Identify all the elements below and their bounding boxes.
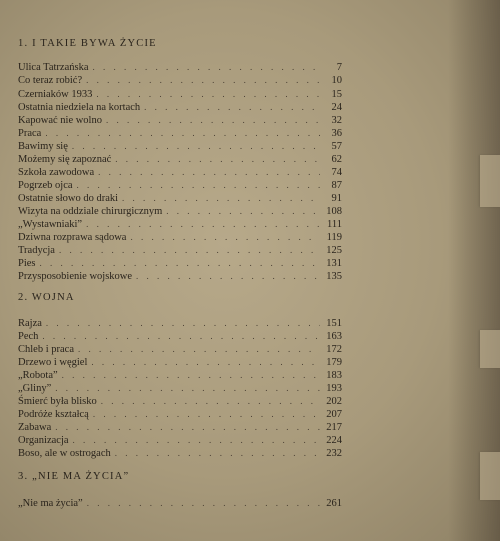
toc-entry bbox=[18, 343, 342, 356]
leader-dots bbox=[91, 356, 320, 369]
page-tab bbox=[480, 452, 500, 500]
toc-entry bbox=[18, 140, 342, 153]
leader-dots bbox=[106, 114, 320, 127]
leader-dots bbox=[136, 270, 320, 283]
entry-page: 111 bbox=[327, 219, 342, 230]
leader-dots bbox=[115, 447, 320, 460]
toc-entry bbox=[18, 74, 342, 87]
entry-page: 24 bbox=[331, 102, 342, 113]
entry-title: Pech bbox=[18, 331, 39, 342]
entry-page: 172 bbox=[326, 344, 342, 355]
entry-title: Kapować nie wolno bbox=[18, 115, 102, 126]
entry-page: 15 bbox=[331, 89, 342, 100]
entry-page: 183 bbox=[326, 370, 342, 381]
entry-title: Rajza bbox=[18, 318, 42, 329]
toc-entry bbox=[18, 395, 342, 408]
entry-page: 179 bbox=[326, 357, 342, 368]
entry-title: Organizacja bbox=[18, 435, 69, 446]
toc-entry bbox=[18, 61, 342, 74]
toc-entry bbox=[18, 330, 342, 343]
entry-page: 74 bbox=[331, 167, 342, 178]
entry-title: Chleb i praca bbox=[18, 344, 74, 355]
entry-title: Co teraz robić? bbox=[18, 75, 83, 86]
toc-entry bbox=[18, 101, 342, 114]
leader-dots bbox=[86, 74, 320, 87]
entry-page: 151 bbox=[326, 318, 342, 329]
entry-page: 202 bbox=[326, 396, 342, 407]
entry-title: Pies bbox=[18, 258, 36, 269]
entry-page: 119 bbox=[326, 232, 342, 243]
entry-page: 261 bbox=[326, 498, 342, 509]
leader-dots bbox=[55, 421, 320, 434]
entry-title: Praca bbox=[18, 128, 42, 139]
leader-dots bbox=[115, 153, 320, 166]
entry-page: 217 bbox=[326, 422, 342, 433]
toc-entry bbox=[18, 231, 342, 244]
leader-dots bbox=[98, 166, 320, 179]
entry-title: „Robota” bbox=[18, 370, 58, 381]
leader-dots bbox=[86, 218, 320, 231]
page-tab bbox=[480, 155, 500, 207]
entry-title: Ostatnia niedziela na kortach bbox=[18, 102, 141, 113]
toc-entry bbox=[18, 257, 342, 270]
toc-entry bbox=[18, 434, 342, 447]
leader-dots bbox=[122, 192, 320, 205]
entry-page: 193 bbox=[326, 383, 342, 394]
toc-entry bbox=[18, 421, 342, 434]
toc-entry bbox=[18, 356, 342, 369]
entry-page: 108 bbox=[326, 206, 342, 217]
entry-title: Przysposobienie wojskowe bbox=[18, 271, 133, 282]
toc-entry bbox=[18, 179, 342, 192]
toc-entry bbox=[18, 114, 342, 127]
leader-dots bbox=[78, 343, 320, 356]
leader-dots bbox=[59, 244, 320, 257]
entry-title: „Nie ma życia” bbox=[18, 498, 83, 509]
entry-page: 135 bbox=[326, 271, 342, 282]
leader-dots bbox=[42, 330, 320, 343]
entry-page: 232 bbox=[326, 448, 342, 459]
leader-dots bbox=[87, 497, 320, 510]
toc-entry bbox=[18, 317, 342, 330]
toc-entry bbox=[18, 244, 342, 257]
leader-dots bbox=[96, 88, 320, 101]
entry-title: Podróże kształcą bbox=[18, 409, 89, 420]
leader-dots bbox=[93, 408, 320, 421]
section-heading: 2. WOJNA bbox=[18, 292, 75, 303]
toc-entry bbox=[18, 218, 342, 231]
entry-title: Pogrzeb ojca bbox=[18, 180, 73, 191]
leader-dots bbox=[40, 257, 320, 270]
entry-page: 62 bbox=[331, 154, 342, 165]
entry-title: Wizyta na oddziale chirurgicznym bbox=[18, 206, 163, 217]
leader-dots bbox=[77, 179, 320, 192]
entry-title: Tradycja bbox=[18, 245, 55, 256]
entry-page: 32 bbox=[331, 115, 342, 126]
leader-dots bbox=[73, 434, 320, 447]
toc-entry bbox=[18, 369, 342, 382]
entry-page: 87 bbox=[331, 180, 342, 191]
toc-entry bbox=[18, 497, 342, 510]
entry-title: Ostatnie słowo do draki bbox=[18, 193, 119, 204]
entry-title: Zabawa bbox=[18, 422, 52, 433]
entry-page: 7 bbox=[336, 62, 342, 73]
entry-title: Ulica Tatrzańska bbox=[18, 62, 89, 73]
section-heading: 3. „NIE MA ŻYCIA” bbox=[18, 471, 130, 482]
entry-page: 36 bbox=[331, 128, 342, 139]
entry-title: Śmierć była blisko bbox=[18, 396, 97, 407]
entry-page: 125 bbox=[326, 245, 342, 256]
entry-title: Bawimy się bbox=[18, 141, 68, 152]
entry-title: Boso, ale w ostrogach bbox=[18, 448, 111, 459]
toc-entry bbox=[18, 205, 342, 218]
toc-entry bbox=[18, 127, 342, 140]
entry-page: 131 bbox=[326, 258, 342, 269]
leader-dots bbox=[101, 395, 320, 408]
entry-page: 224 bbox=[326, 435, 342, 446]
entry-title: Dziwna rozprawa sądowa bbox=[18, 232, 127, 243]
leader-dots bbox=[45, 127, 320, 140]
leader-dots bbox=[93, 61, 321, 74]
toc-entry bbox=[18, 153, 342, 166]
leader-dots bbox=[55, 382, 320, 395]
entry-title: Szkoła zawodowa bbox=[18, 167, 95, 178]
leader-dots bbox=[130, 231, 320, 244]
entry-page: 10 bbox=[331, 75, 342, 86]
entry-page: 163 bbox=[326, 331, 342, 342]
toc-entry bbox=[18, 88, 342, 101]
page-tab bbox=[480, 330, 500, 368]
entry-title: „Wystawniaki” bbox=[18, 219, 83, 230]
toc-entry bbox=[18, 166, 342, 179]
leader-dots bbox=[72, 140, 320, 153]
entry-title: Możemy się zapoznać bbox=[18, 154, 112, 165]
toc-entry bbox=[18, 270, 342, 283]
entry-page: 91 bbox=[331, 193, 342, 204]
toc-entry bbox=[18, 192, 342, 205]
entry-title: Drzewo i węgiel bbox=[18, 357, 88, 368]
leader-dots bbox=[144, 101, 320, 114]
leader-dots bbox=[62, 369, 320, 382]
toc-entry bbox=[18, 447, 342, 460]
section-heading: 1. I TAKIE BYWA ŻYCIE bbox=[18, 38, 157, 49]
leader-dots bbox=[46, 317, 320, 330]
entry-page: 57 bbox=[331, 141, 342, 152]
toc-entry bbox=[18, 382, 342, 395]
toc-entry bbox=[18, 408, 342, 421]
entry-title: „Gliny” bbox=[18, 383, 52, 394]
entry-page: 207 bbox=[326, 409, 342, 420]
leader-dots bbox=[166, 205, 320, 218]
entry-title: Czerniaków 1933 bbox=[18, 89, 93, 100]
